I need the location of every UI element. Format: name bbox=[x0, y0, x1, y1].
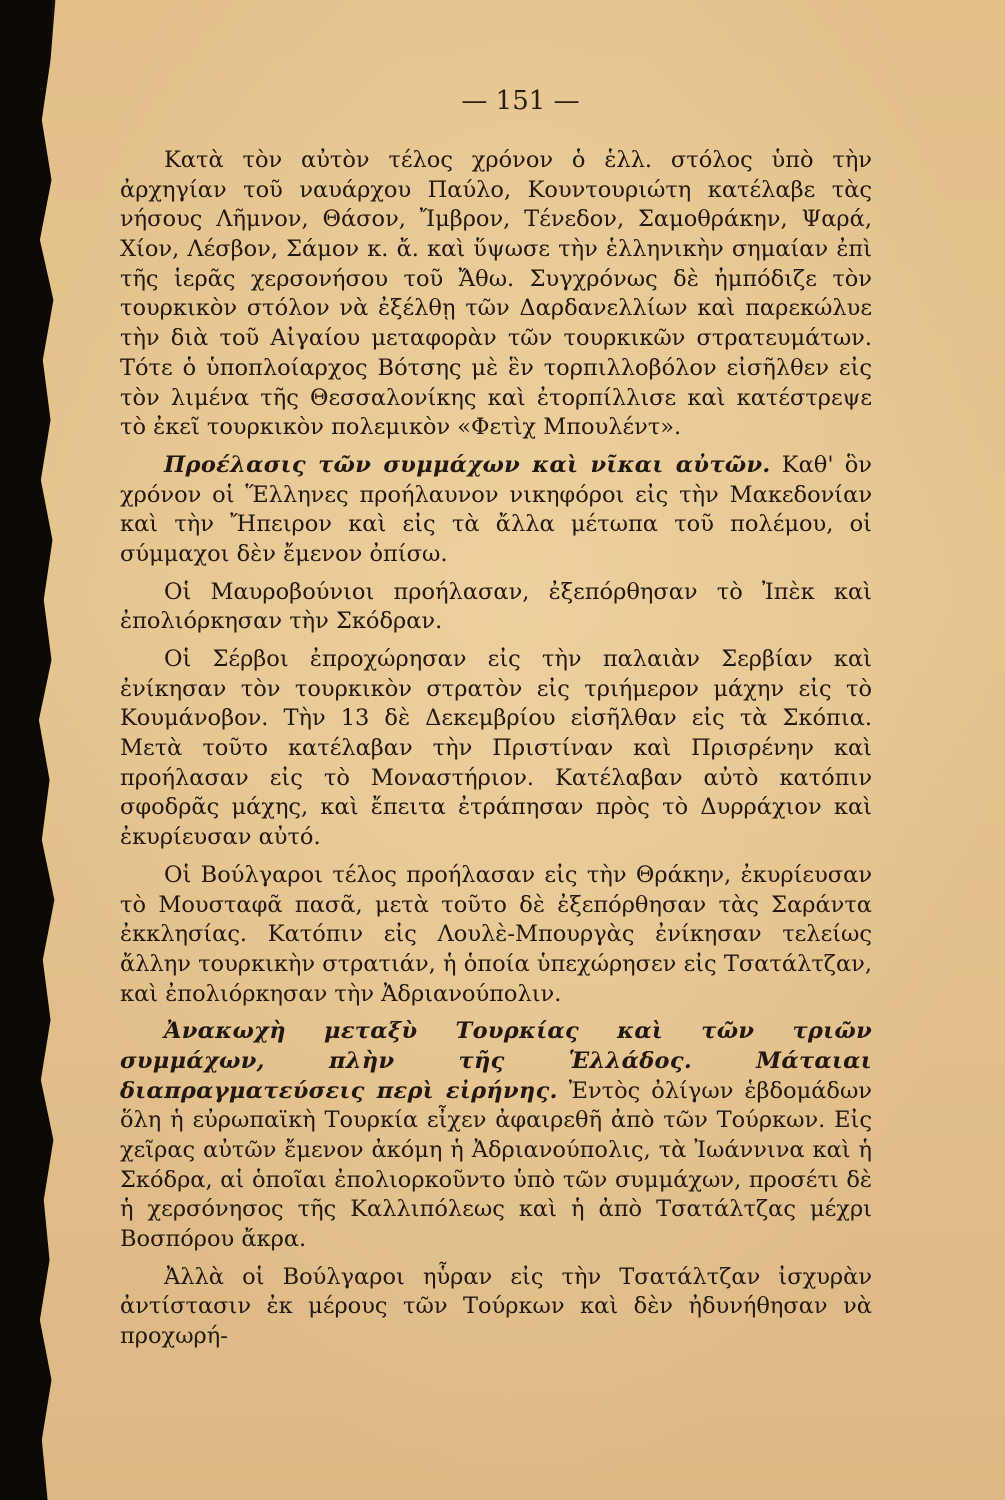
paragraph-7 bbox=[120, 1263, 872, 1352]
paragraph-4 bbox=[120, 645, 872, 853]
paragraph-7-text: Ἀλλὰ οἱ Βούλγαροι ηὗραν εἰς τὴν Τσατάλτζαν ἰσχυρὰν ἀντίστασιν ἐκ μέρους τῶν Τούρκων καὶ δὲν ἠδυνήθησαν νὰ προχωρή- bbox=[120, 1263, 872, 1350]
paragraph-1 bbox=[120, 146, 872, 443]
paragraph-4-text: Οἱ Σέρβοι ἐπροχώρησαν εἰς τὴν παλαιὰν Σερβίαν καὶ ἐνίκησαν τὸν τουρκικὸν στρατὸν εἰς τριήμερον μάχην εἰς τὸ Κουμάνοβον. Τὴν 13 δὲ Δεκεμβρίου εἰσῆλθαν εἰς τὰ Σκόπια. Μετὰ τοῦτο κατέλαβαν τὴν Πριστίναν καὶ Πρισρένην καὶ προήλασαν εἰς τὸ Μοναστήριον. Κατέλαβαν αὐτὸ κατόπιν σφοδρᾶς μάχης, καὶ ἔπειτα ἐτράπησαν πρὸς τὸ Δυρράχιον καὶ ἐκυρίευσαν αὐτό. bbox=[120, 646, 872, 851]
paragraph-6 bbox=[120, 1017, 872, 1255]
paragraph-3-text: Οἱ Μαυροβούνιοι προήλασαν, ἐξεπόρθησαν τὸ Ἰπὲκ καὶ ἐπολιόρκησαν τὴν Σκόδραν. bbox=[120, 578, 872, 635]
section-heading-advance-of-allies: Προέλασις τῶν συμμάχων καὶ νῖκαι αὐτῶν. bbox=[164, 451, 771, 478]
page-number: — 151 — bbox=[461, 86, 580, 116]
paragraph-5-text: Οἱ Βούλγαροι τέλος προήλασαν εἰς τὴν Θράκην, ἐκυρίευσαν τὸ Μουσταφᾶ πασᾶ, μετὰ τοῦτο δὲ ἐξεπόρθησαν τὰς Σαράντα ἐκκλησίας. Κατόπιν εἰς Λουλὲ-Μπουργὰς ἐνίκησαν τελείως ἄλλην τουρκικὴν στρατιάν, ἡ ὁποία ὑπεχώρησεν εἰς Τσατάλτζαν, καὶ ἐπολιόρκησαν τὴν Ἀδριανούπολιν. bbox=[120, 861, 872, 1007]
paragraph-2 bbox=[120, 451, 872, 570]
paragraph-3 bbox=[120, 578, 872, 637]
paragraph-5 bbox=[120, 861, 872, 1009]
paragraph-2-text: Καθ' ὃν χρόνον οἱ Ἕλληνες προήλαυνον νικηφόροι εἰς τὴν Μακεδονίαν καὶ τὴν Ἤπειρον καὶ εἰς τὰ ἄλλα μέτωπα τοῦ πολέμου, οἱ σύμμαχοι δὲν ἔμενον ὀπίσω. bbox=[120, 451, 872, 567]
paragraph-6-text: Ἐντὸς ὀλίγων ἑβδομάδων ὅλη ἡ εὐρωπαϊκὴ Τουρκία εἶχεν ἀφαιρεθῆ ἀπὸ τῶν Τούρκων. Εἰς χεῖρας αὐτῶν ἔμενον ἀκόμη ἡ Ἀδριανούπολις, τὰ Ἰωάννινα καὶ ἡ Σκόδρα, αἱ ὁποῖαι ἐπολιορκοῦντο ὑπὸ τῶν συμμάχων, προσέτι δὲ ἡ χερσόνησος τῆς Καλλιπόλεως καὶ ἡ ἀπὸ Τσατάλτζας μέχρι Βοσπόρου ἄκρα. bbox=[120, 1077, 872, 1253]
paragraph-1-text: Κατὰ τὸν αὐτὸν τέλος χρόνον ὁ ἑλλ. στόλος ὑπὸ τὴν ἀρχηγίαν τοῦ ναυάρχου Παύλο, Κουντουριώτη κατέλαβε τὰς νήσους Λῆμνον, Θάσον, Ἴμβρον, Τένεδον, Σαμοθράκην, Ψαρά, Χίον, Λέσβον, Σάμον κ. ἄ. καὶ ὕψωσε τὴν ἑλληνικὴν σημαίαν ἐπὶ τῆς ἱερᾶς χερσονήσου τοῦ Ἄθω. Συγχρόνως δὲ ἠμπόδιζε τὸν τουρκικὸν στόλον νὰ ἐξέλθῃ τῶν Δαρδανελλίων καὶ παρεκώλυε τὴν διὰ τοῦ Αἰγαίου μεταφορὰν τῶν τουρκικῶν στρατευμάτων. Τότε ὁ ὑποπλοίαρχος Βότσης μὲ ἓν τορπιλλοβόλον εἰσῆλθεν εἰς τὸν λιμένα τῆς Θεσσαλονίκης καὶ ἐτορπίλλισε καὶ κατέστρεψε τὸ ἐκεῖ τουρκικὸν πολεμικὸν «Φετὶχ Μπουλέντ». bbox=[120, 147, 872, 441]
page-body-text bbox=[120, 146, 872, 1352]
section-heading-armistice: Ἀνακωχὴ μεταξὺ Τουρκίας καὶ τῶν τριῶν συμμάχων, πλὴν τῆς Ἑλλάδος. Μάταιαι διαπραγματεύσεις περὶ εἰρήνης. bbox=[120, 1018, 872, 1104]
